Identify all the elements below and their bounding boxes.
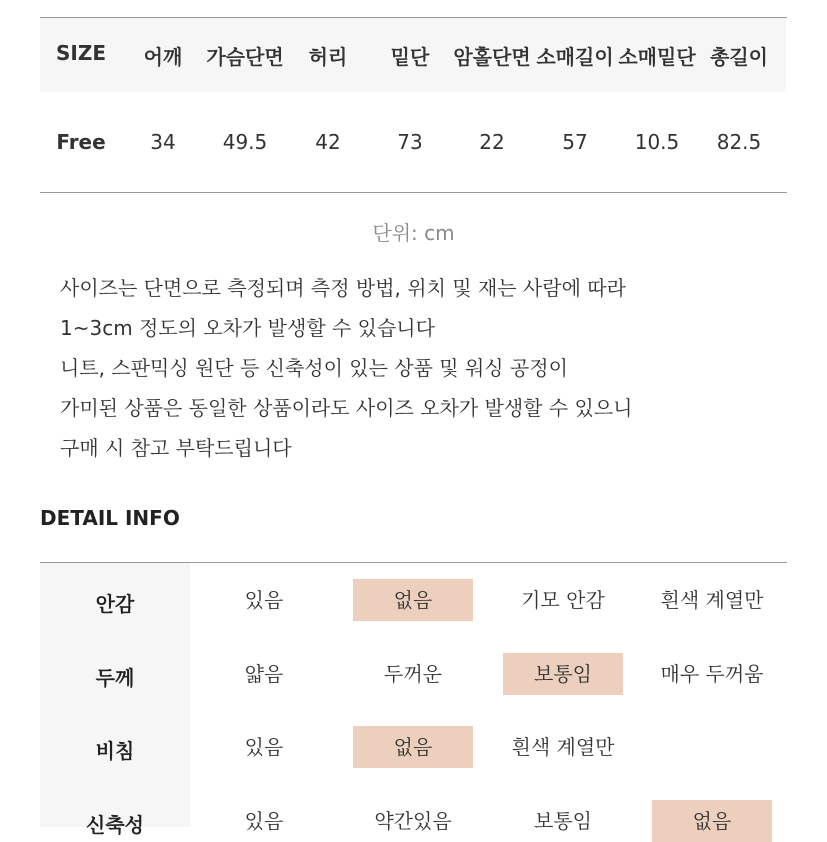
size-header-size: SIZE — [55, 41, 107, 65]
detail-label-see-through: 비침 — [95, 739, 135, 763]
size-value-armhole: 22 — [479, 130, 505, 154]
detail-option: 있음 — [244, 809, 284, 833]
size-header-waist: 허리 — [308, 45, 348, 69]
unit-label: 단위: cm — [372, 221, 455, 245]
detail-option: 흰색 계열만 — [511, 735, 615, 759]
detail-option-selected: 없음 — [353, 579, 473, 621]
size-notes — [60, 268, 633, 468]
detail-option: 매우 두꺼움 — [660, 662, 764, 686]
size-value-sleeve-length: 57 — [562, 130, 588, 154]
detail-option-selected: 보통임 — [503, 653, 623, 695]
size-value-hem: 73 — [397, 130, 423, 154]
detail-option: 있음 — [244, 588, 284, 612]
note-line: 1~3cm 정도의 오차가 발생할 수 있습니다 — [60, 316, 435, 340]
detail-option-selected: 없음 — [652, 800, 772, 842]
note-line: 사이즈는 단면으로 측정되며 측정 방법, 위치 및 재는 사람에 따라 — [60, 276, 626, 300]
size-value-size: Free — [56, 130, 106, 154]
detail-info-title: DETAIL INFO — [40, 506, 180, 530]
size-value-shoulder: 34 — [150, 130, 176, 154]
note-line: 니트, 스판믹싱 원단 등 신축성이 있는 상품 및 워싱 공정이 — [60, 356, 568, 380]
size-header-sleeve-hem: 소매밑단 — [618, 45, 696, 69]
size-header-hem: 밑단 — [390, 45, 430, 69]
detail-label-thickness: 두께 — [95, 666, 135, 690]
detail-option: 있음 — [244, 735, 284, 759]
detail-option: 두꺼운 — [384, 662, 442, 686]
size-header-armhole: 암홀단면 — [453, 45, 531, 69]
note-line: 구매 시 참고 부탁드립니다 — [60, 436, 292, 460]
detail-label-stretch: 신축성 — [86, 813, 144, 837]
detail-option: 얇음 — [244, 662, 284, 686]
size-header-chest: 가슴단면 — [206, 45, 284, 69]
detail-option: 약간있음 — [374, 809, 452, 833]
detail-option: 보통임 — [534, 809, 592, 833]
size-header-shoulder: 어깨 — [143, 45, 183, 69]
detail-option: 흰색 계열만 — [660, 588, 764, 612]
size-header-total-length: 총길이 — [710, 45, 768, 69]
size-value-total-length: 82.5 — [716, 130, 762, 154]
detail-option-selected: 없음 — [353, 726, 473, 768]
size-header-sleeve-length: 소매길이 — [536, 45, 614, 69]
size-value-sleeve-hem: 10.5 — [634, 130, 680, 154]
size-value-chest: 49.5 — [222, 130, 268, 154]
detail-option: 기모 안감 — [521, 588, 605, 612]
size-value-waist: 42 — [315, 130, 341, 154]
size-table-bottom-rule — [40, 192, 787, 193]
detail-label-lining: 안감 — [95, 592, 135, 616]
note-line: 가미된 상품은 동일한 상품이라도 사이즈 오차가 발생할 수 있으니 — [60, 396, 633, 420]
